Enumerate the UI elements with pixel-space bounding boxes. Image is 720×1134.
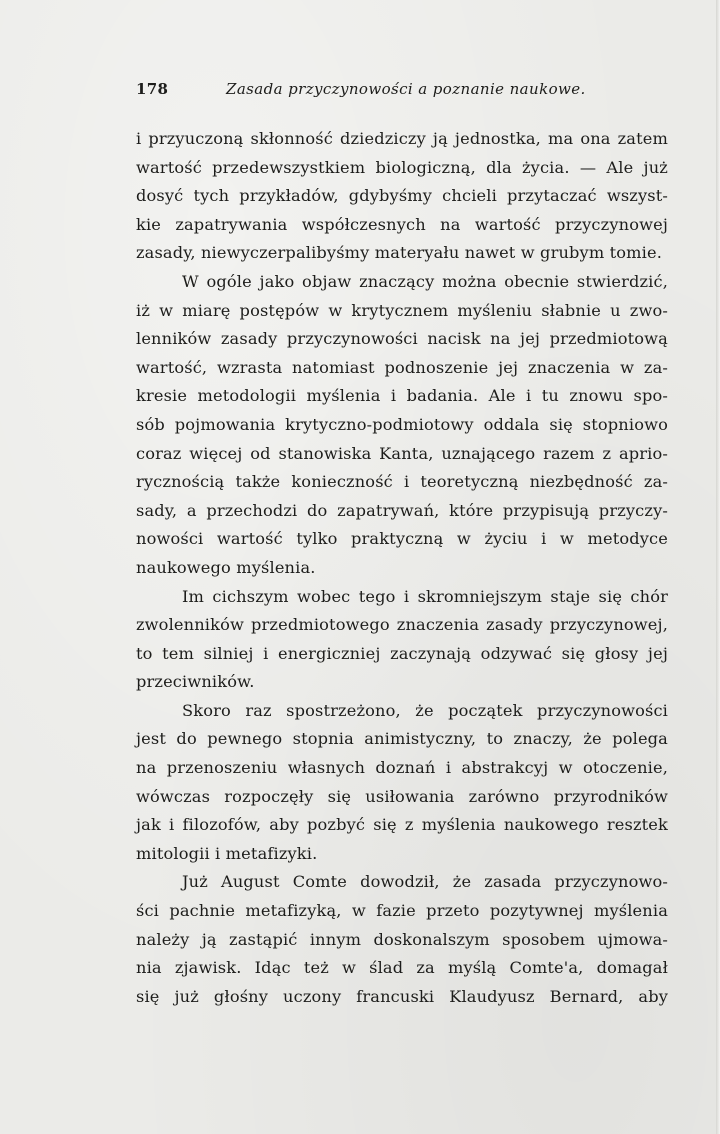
text-line: nowości wartość tylko praktyczną w życiu i w metodyce bbox=[136, 529, 668, 549]
text-line: należy ją zastąpić innym doskonalszym sposobem ujmowa- bbox=[136, 929, 668, 949]
text-line: wówczas rozpoczęły się usiłowania zarówno przyrodników bbox=[136, 786, 668, 806]
text-line: i przyuczoną skłonność dziedziczy ją jednostka, ma ona zatem bbox=[136, 129, 668, 148]
text-line: przeciwników. bbox=[136, 672, 255, 692]
text-line: kie zapatrywania współczesnych na wartość przyczynowej bbox=[136, 214, 668, 234]
page-number: 178 bbox=[136, 80, 169, 98]
text-line: dosyć tych przykładów, gdybyśmy chcieli przytaczać wszyst- bbox=[136, 186, 668, 206]
text-line: sady, a przechodzi do zapatrywań, które przypisują przyczy- bbox=[136, 500, 668, 520]
text-line: kresie metodologii myślenia i badania. Ale i tu znowu spo- bbox=[136, 386, 668, 406]
page-header bbox=[136, 76, 666, 102]
running-title: Zasada przyczynowości a poznanie naukowe. bbox=[226, 80, 586, 98]
text-line: się już głośny uczony francuski Klaudyusz Bernard, aby bbox=[136, 986, 668, 1006]
page-edge bbox=[716, 0, 720, 1134]
text-line: Skoro raz spostrzeżono, że początek przyczynowości bbox=[182, 700, 668, 720]
text-line: wartość, wzrasta natomiast podnoszenie jej znaczenia w za- bbox=[136, 357, 668, 377]
text-line: zwolenników przedmiotowego znaczenia zasady przyczynowej, bbox=[136, 615, 668, 635]
text-line: rycznością także konieczność i teoretyczną niezbędność za- bbox=[136, 472, 668, 492]
text-line: mitologii i metafizyki. bbox=[136, 843, 318, 863]
text-line: wartość przedewszystkiem biologiczną, dla życia. — Ale już bbox=[136, 157, 668, 177]
text-line: coraz więcej od stanowiska Kanta, uznającego razem z aprio- bbox=[136, 443, 668, 463]
text-line: zasady, niewyczerpalibyśmy materyału nawet w grubym tomie. bbox=[136, 243, 663, 263]
text-line: iż w miarę postępów w krytycznem myśleniu słabnie u zwo- bbox=[136, 300, 668, 320]
text-line: na przenoszeniu własnych doznań i abstrakcyj w otoczenie, bbox=[136, 758, 668, 778]
text-line: jak i filozofów, aby pozbyć się z myślenia naukowego resztek bbox=[136, 815, 668, 835]
text-line: W ogóle jako objaw znaczący można obecnie stwierdzić, bbox=[182, 271, 668, 291]
body-text bbox=[136, 125, 668, 1011]
text-line: naukowego myślenia. bbox=[136, 557, 316, 577]
text-line: Im cichszym wobec tego i skromniejszym staje się chór bbox=[182, 586, 668, 606]
text-line: ści pachnie metafizyką, w fazie przeto pozytywnej myślenia bbox=[136, 901, 668, 921]
text-line: to tem silniej i energiczniej zaczynają odzywać się głosy jej bbox=[136, 643, 668, 663]
text-line: nia zjawisk. Idąc też w ślad za myślą Comte'a, domagał bbox=[136, 958, 668, 978]
text-line: sób pojmowania krytyczno-podmiotowy oddala się stopniowo bbox=[136, 414, 668, 434]
text-line: lenników zasady przyczynowości nacisk na jej przedmiotową bbox=[136, 329, 668, 349]
text-line: jest do pewnego stopnia animistyczny, to znaczy, że polega bbox=[136, 729, 668, 749]
text-line: Już August Comte dowodził, że zasada przyczynowo- bbox=[182, 872, 668, 892]
